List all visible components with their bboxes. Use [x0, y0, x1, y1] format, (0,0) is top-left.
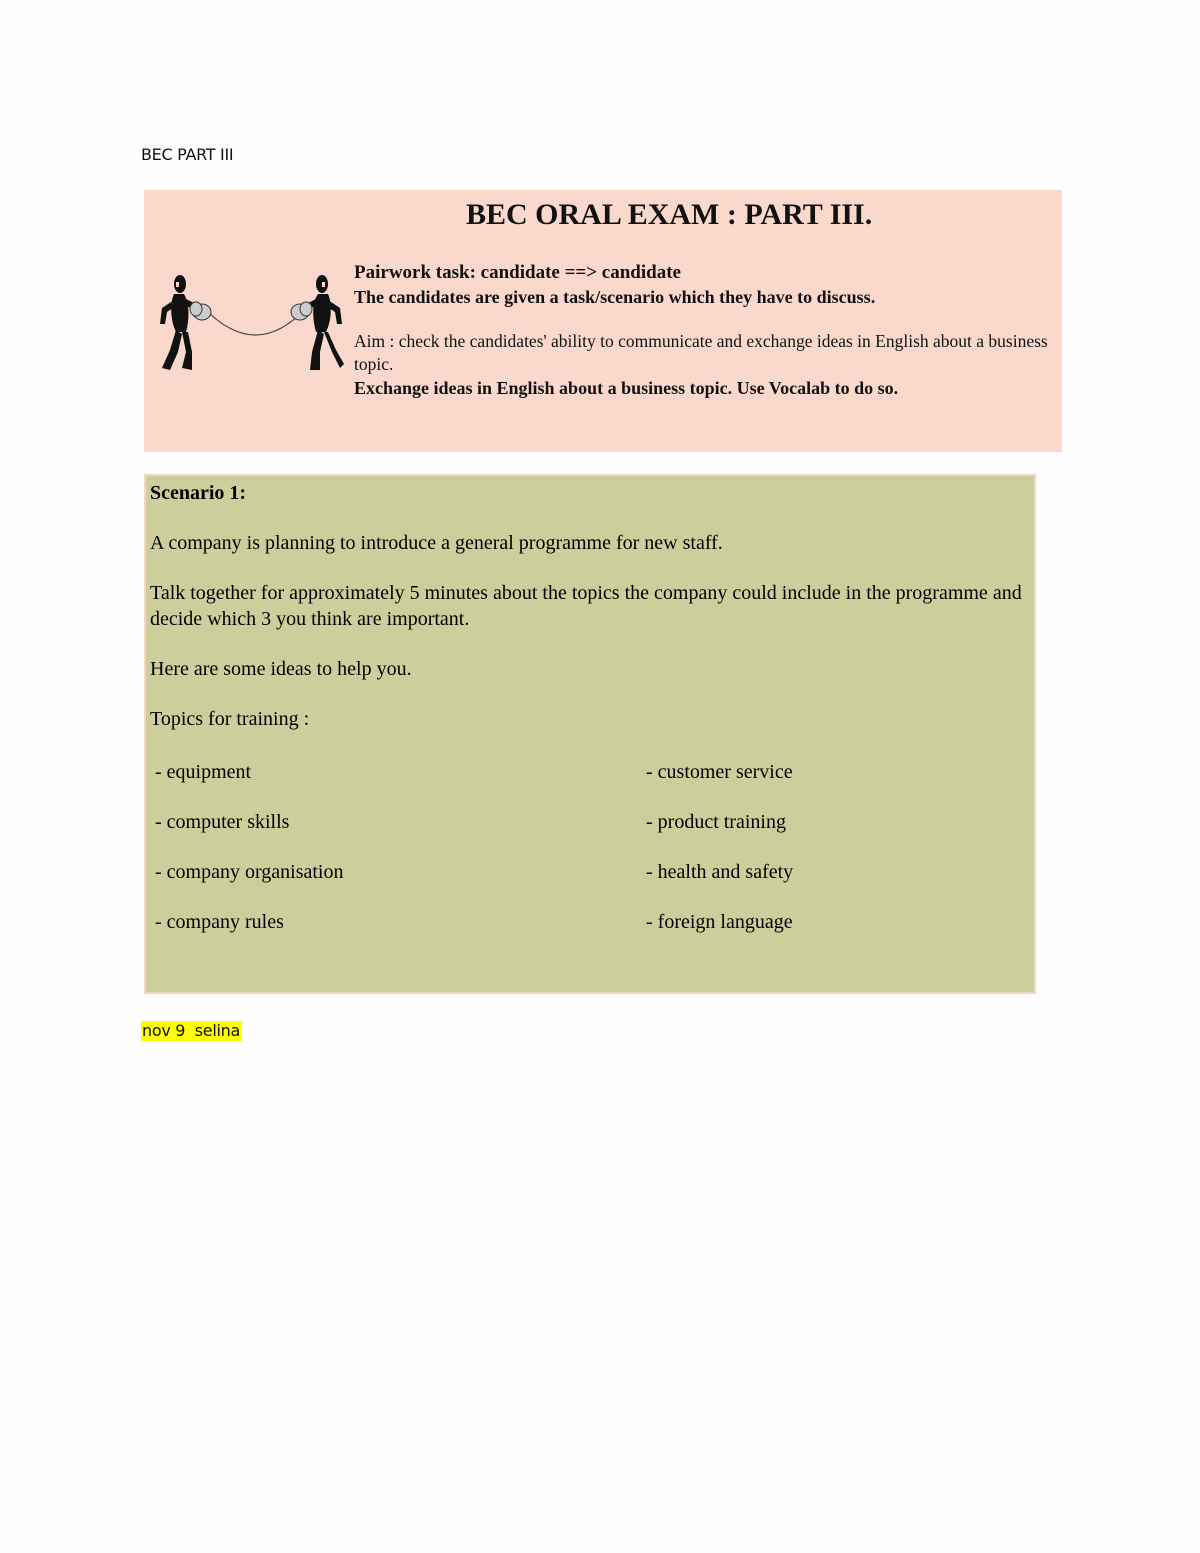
highlighted-note: nov 9 selina [142, 1021, 240, 1040]
topic-item: - company rules [155, 911, 284, 933]
exchange-instruction: Exchange ideas in English about a business topic. Use Vocalab to do so. [354, 378, 899, 398]
topic-item: - computer skills [155, 811, 290, 833]
topic-item: - equipment [155, 761, 252, 783]
pairwork-label: Pairwork task: candidate ==> candidate [354, 262, 681, 283]
scenario-paragraph: Talk together for approximately 5 minutes about the topics the company could include in the programme and decide which 3 you think are important. [150, 582, 1022, 630]
tin-can-phone-figures-illustration [156, 272, 346, 387]
aim-text: Aim : check the candidates' ability to communicate and exchange ideas in English about a business topic. [354, 331, 1048, 374]
topics-heading: Topics for training : [150, 708, 310, 730]
topic-item: - company organisation [155, 861, 344, 883]
scenario-paragraph: Here are some ideas to help you. [150, 658, 412, 680]
scenario-paragraph: A company is planning to introduce a general programme for new staff. [150, 532, 723, 554]
topic-item: - customer service [646, 761, 793, 783]
document-heading: BEC PART III [141, 145, 234, 164]
exam-header-panel [144, 190, 1062, 452]
topic-item: - product training [646, 811, 786, 833]
exam-title: BEC ORAL EXAM : PART III. [466, 198, 873, 231]
topic-item: - health and safety [646, 861, 794, 883]
scenario-panel [144, 474, 1036, 994]
topic-item: - foreign language [646, 911, 793, 933]
scenario-title: Scenario 1: [150, 482, 247, 504]
task-description: The candidates are given a task/scenario which they have to discuss. [354, 287, 876, 307]
